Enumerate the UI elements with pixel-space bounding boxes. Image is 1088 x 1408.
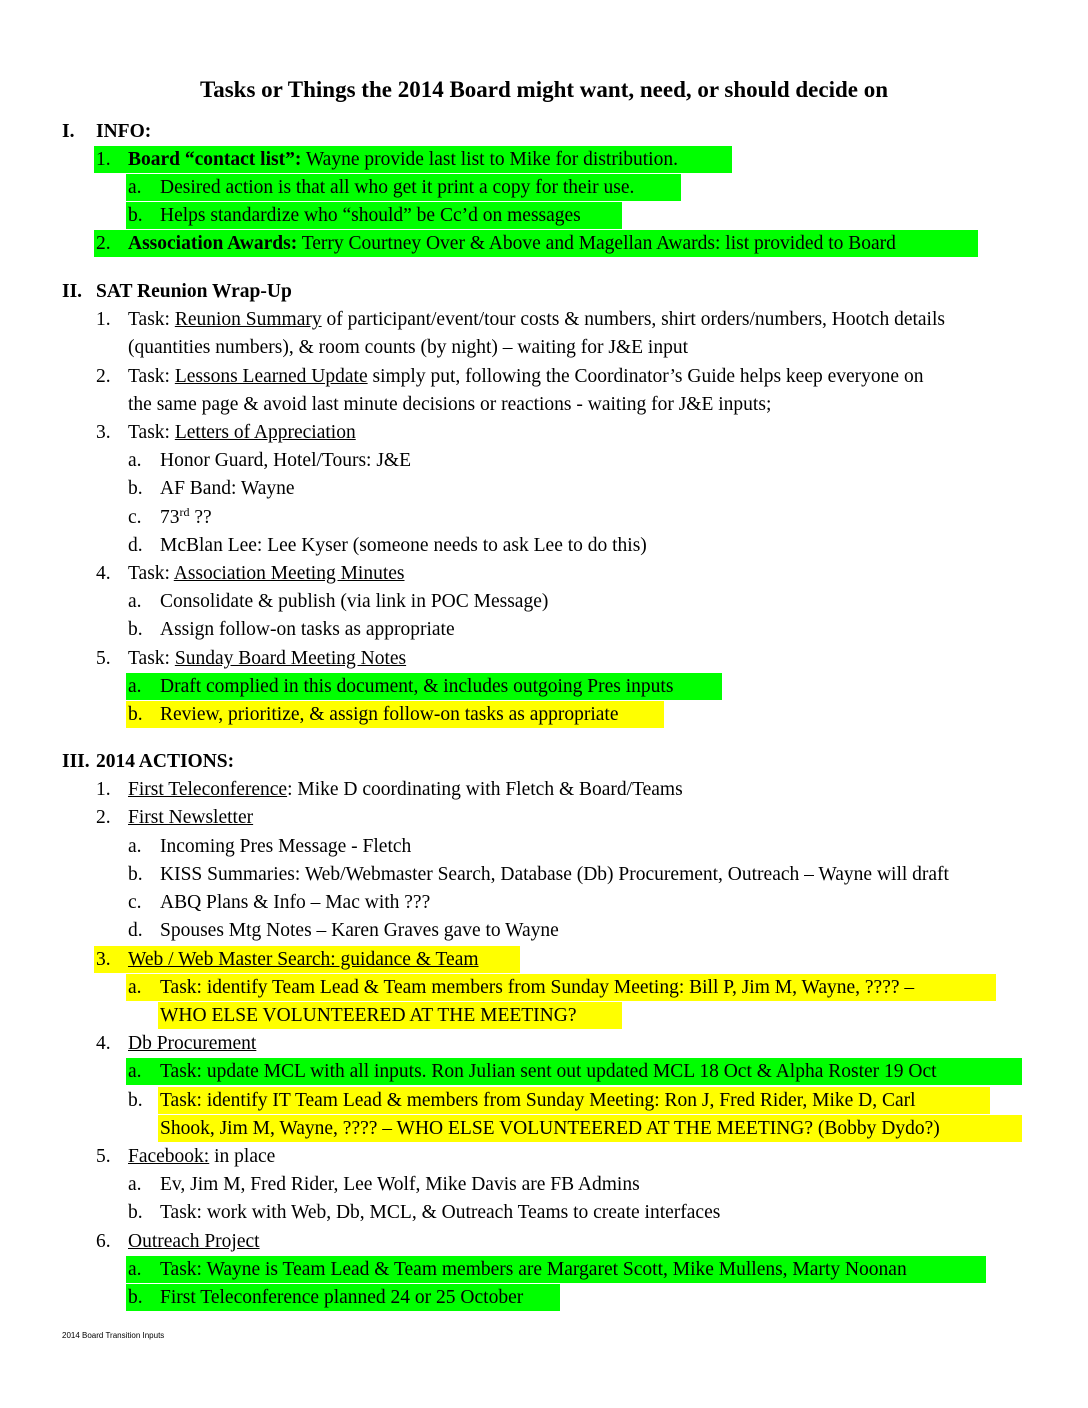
list-item: a. Draft complied in this document, & includes outgoing Pres inputs: [126, 673, 722, 700]
list-item: b. Helps standardize who “should” be Cc’d on messages: [126, 202, 622, 229]
list-item-continuation: (quantities numbers), & room counts (by night) – waiting for J&E input: [128, 337, 689, 358]
list-item: a. Task: Wayne is Team Lead & Team members are Margaret Scott, Mike Mullens, Marty Noonan: [126, 1256, 986, 1283]
list-item: 2. Association Awards: Terry Courtney Over & Above and Magellan Awards: list provided to Board: [94, 230, 978, 257]
page-footer: 2014 Board Transition Inputs: [62, 1331, 165, 1340]
list-item-continuation: WHO ELSE VOLUNTEERED AT THE MEETING?: [158, 1002, 622, 1029]
document-title: Tasks or Things the 2014 Board might want, need, or should decide on: [199, 77, 889, 102]
section-title: SAT Reunion Wrap-Up: [96, 281, 292, 302]
list-item-continuation: Shook, Jim M, Wayne, ???? – WHO ELSE VOLUNTEERED AT THE MEETING? (Bobby Dydo?): [158, 1115, 1022, 1142]
list-item: a. Desired action is that all who get it print a copy for their use.: [126, 174, 681, 201]
section-number: III.: [62, 751, 90, 772]
list-item: b. Review, prioritize, & assign follow-on tasks as appropriate: [126, 701, 664, 728]
document-page: Tasks or Things the 2014 Board might want, need, or should decide on I. INFO: 1. Board “contact list”: Wayne provide last list to Mike for distribution. a. Desired action is that all who get it print a copy for their use. b. Helps standardize who “should” be Cc’d on messages 2. Association Awards: Terry Courtney Over & Above and Magellan Awards: list provided to Board II. SAT Reunion Wrap-Up 1. Task: Reunion Summary of participant/event/tour costs & numbers, shirt orders/numbers, Hootch details (quantities numbers), & room counts (by night) – waiting for J&E input 2. Task: Lessons Learned Update simply put, following the Coordinator’s Guide helps keep everyone on the same page & avoid last minute decisions or reactions - waiting for J&E inputs; 3. Task: Letters of Appreciation a. Honor Guard, Hotel/Tours: J&E b. AF Band: Wayne c. 73rd ?? d. McBlan Lee: Lee Kyser (someone needs to ask Lee to do this) 4. Task: Association Meeting Minutes a. Consolidate & publish (via link in POC Message) b. Assign follow-on tasks as appropriate 5. Task: Sunday Board Meeting Notes a. Draft complied in this document, & includes outgoing Pres inputs b. Review, prioritize, & assign follow-on tasks as appropriate III. 2014 ACTIONS: 1. First Teleconference: Mike D coordinating with Fletch & Board/Teams 2. First Newsletter a. Incoming Pres Message - Fletch b. KISS Summaries: Web/Webmaster Search, Database (Db) Procurement, Outreach – Wayne will draft c. ABQ Plans & Info – Mac with ??? d. Spouses Mtg Notes – Karen Graves gave to Wayne 3. Web / Web Master Search: guidance & Team a. Task: identify Team Lead & Team members from Sunday Meeting: Bill P, Jim M, Wayne, ???? – WHO ELSE VOLUNTEERED AT THE MEETING? 4. Db Procurement a. Task: update MCL with all inputs. Ron Julian sent out updated MCL 18 Oct & Alpha Roster 19 Oct b. Task: identify IT Team Lead & members from Sunday Meeting: Ron J, Fred Rider, Mike D, Carl Shook, Jim M, Wayne, ???? – WHO ELSE VOLUNTEERED AT THE MEETING? (Bobby Dydo?) 5. Facebook: in place a. Ev, Jim M, Fred Rider, Lee Wolf, Mike Davis are FB Admins b. Task: work with Web, Db, MCL, & Outreach Teams to create interfaces 6. Outreach Project a. Task: Wayne is Team Lead & Team members are Margaret Scott, Mike Mullens, Marty Noonan b. First Teleconference planned 24 or 25 October 2014 Board Transition Inputs: [0, 0, 1088, 1408]
list-item: b. First Teleconference planned 24 or 25 October: [126, 1284, 560, 1311]
list-item: 3. Web / Web Master Search: guidance & Team: [94, 946, 520, 973]
section-title: INFO:: [96, 121, 152, 142]
section-title: 2014 ACTIONS:: [96, 751, 235, 772]
section-number: II.: [62, 281, 83, 302]
section-number: I.: [62, 121, 75, 142]
list-item-continuation: the same page & avoid last minute decisions or reactions - waiting for J&E inputs;: [128, 394, 772, 415]
list-item: a. Task: identify Team Lead & Team members from Sunday Meeting: Bill P, Jim M, Wayne, ???? –: [126, 974, 996, 1001]
list-item: 1. Board “contact list”: Wayne provide last list to Mike for distribution.: [94, 146, 732, 173]
list-item: a. Task: update MCL with all inputs. Ron Julian sent out updated MCL 18 Oct & Alpha Roster 19 Oct: [126, 1058, 1022, 1085]
